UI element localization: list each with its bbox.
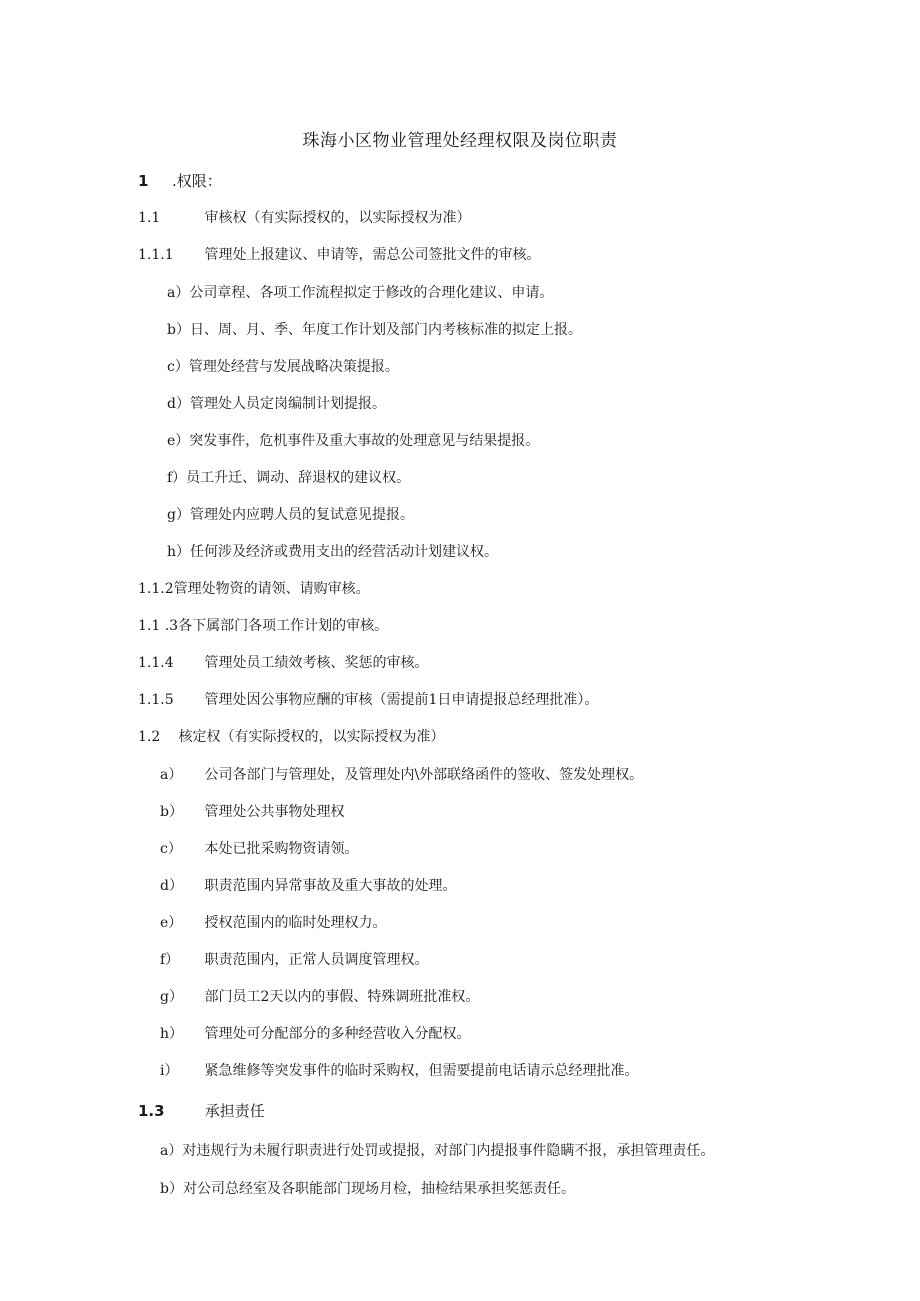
list-item <box>160 803 344 821</box>
list-item: b）对公司总经室及各职能部门现场月检，抽检结果承担奖惩责任。 <box>160 1181 575 1197</box>
list-item: a）对违规行为未履行职责进行处罚或提报，对部门内提报事件隐瞒不报，承担管理责任。 <box>160 1143 715 1159</box>
clause-text: 核定权（有实际授权的，以实际授权为准） <box>178 729 445 745</box>
item-mark: c） <box>160 841 182 857</box>
item-mark: i） <box>160 1063 179 1079</box>
list-item: b）日、周、月、季、年度工作计划及部门内考核标准的拟定上报。 <box>167 322 582 338</box>
clause-1-3 <box>138 1102 265 1120</box>
item-mark: f） <box>160 952 180 968</box>
item-text: 本处已批采购物资请领。 <box>204 841 359 857</box>
clause-1-1-4 <box>138 654 428 672</box>
item-text: 职责范围内异常事故及重大事故的处理。 <box>204 878 457 894</box>
clause-number: 1.3 <box>138 1102 165 1120</box>
clause-text: 管理处员工绩效考核、奖惩的审核。 <box>204 655 429 671</box>
clause-text: 管理处上报建议、申请等，需总公司签批文件的审核。 <box>204 247 541 263</box>
item-text: 部门员工2天以内的事假、特殊调班批准权。 <box>204 989 480 1005</box>
list-item: e）突发事件，危机事件及重大事故的处理意见与结果提报。 <box>167 433 540 449</box>
item-mark: e） <box>160 915 183 931</box>
clause-number: 1.1.5 <box>138 692 174 708</box>
list-item <box>160 988 479 1006</box>
clause-1-1-2: 1.1.2管理处物资的请领、请购审核。 <box>138 581 370 597</box>
clause-1-1-1 <box>138 246 540 264</box>
list-item: d）管理处人员定岗编制计划提报。 <box>167 396 386 412</box>
list-item: g）管理处内应聘人员的复试意见提报。 <box>167 507 414 523</box>
section-label: .权限： <box>172 172 222 190</box>
list-item <box>160 951 428 969</box>
item-mark: d） <box>160 878 183 894</box>
item-text: 授权范围内的临时处理权力。 <box>204 915 387 931</box>
clause-1-2 <box>138 728 444 746</box>
item-text: 紧急维修等突发事件的临时采购权，但需要提前电话请示总经理批准。 <box>204 1063 639 1079</box>
list-item: h）任何涉及经济或费用支出的经营活动计划建议权。 <box>167 544 499 560</box>
item-mark: g） <box>160 989 183 1005</box>
list-item <box>160 877 456 895</box>
clause-text: 承担责任 <box>204 1102 265 1120</box>
list-item <box>160 1025 470 1043</box>
list-item <box>160 1062 638 1080</box>
item-mark: a） <box>160 767 183 783</box>
item-mark: b） <box>160 804 183 820</box>
clause-number: 1.2 <box>138 729 161 745</box>
clause-1-1-3: 1.1 .3各下属部门各项工作计划的审核。 <box>138 618 389 634</box>
list-item: c）管理处经营与发展战略决策提报。 <box>167 359 399 375</box>
clause-1-1 <box>138 209 470 227</box>
clause-1-1-5 <box>138 691 598 709</box>
clause-number: 1.1.4 <box>138 655 174 671</box>
clause-number: 1.1.1 <box>138 247 174 263</box>
document-title: 珠海小区物业管理处经理权限及岗位职责 <box>302 131 618 151</box>
list-item <box>160 840 358 858</box>
section-number: 1 <box>138 172 149 190</box>
item-text: 职责范围内，正常人员调度管理权。 <box>204 952 429 968</box>
item-text: 公司各部门与管理处，及管理处内\外部联络函件的签收、签发处理权。 <box>204 767 644 783</box>
list-item: a）公司章程、各项工作流程拟定于修改的合理化建议、申请。 <box>167 285 554 301</box>
list-item: f）员工升迁、调动、辞退权的建议权。 <box>167 470 411 486</box>
clause-number: 1.1 <box>138 210 161 226</box>
section-heading <box>138 172 222 190</box>
item-text: 管理处可分配部分的多种经营收入分配权。 <box>204 1026 471 1042</box>
item-text: 管理处公共事物处理权 <box>204 804 345 820</box>
clause-text: 审核权（有实际授权的，以实际授权为准） <box>204 210 471 226</box>
list-item <box>160 914 386 932</box>
list-item <box>160 766 643 784</box>
clause-text: 管理处因公事物应酬的审核（需提前1日申请提报总经理批准）。 <box>204 692 599 708</box>
item-mark: h） <box>160 1026 184 1042</box>
